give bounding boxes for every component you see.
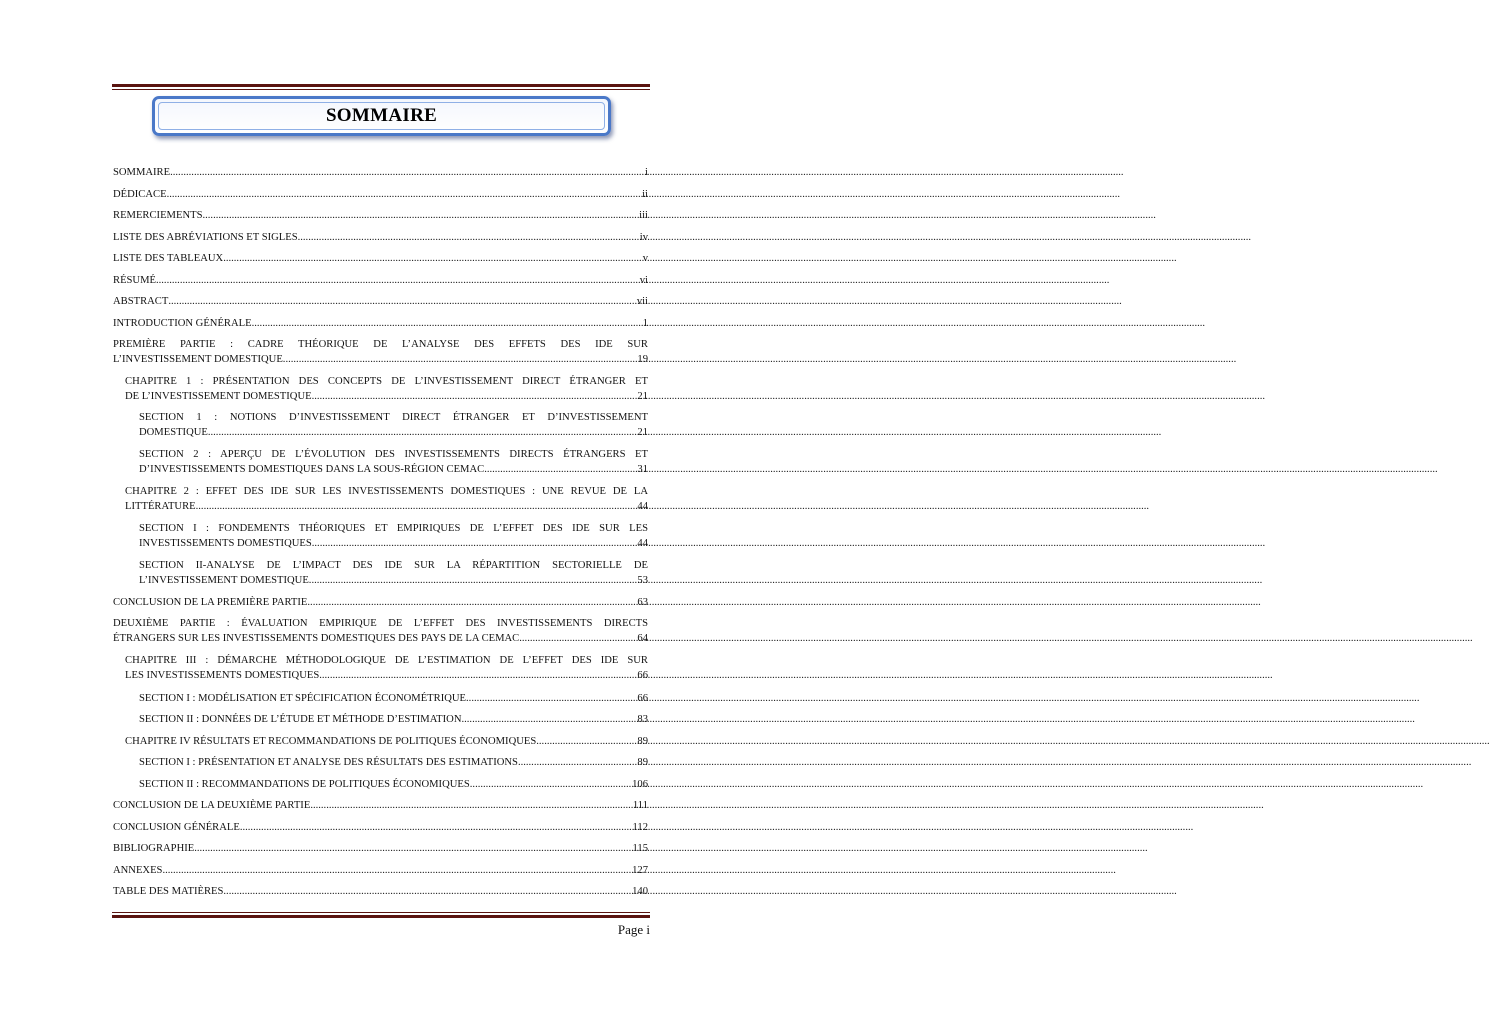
title-frame xyxy=(152,96,611,136)
toc-entry-abreviations[interactable]: LISTE DES ABRÉVIATIONS ET SIGLES ..... iv xyxy=(113,231,648,246)
toc-entry-ch3-section-1[interactable]: SECTION I : MODÉLISATION ET SPÉCIFICATION ÉCONOMÉTRIQUE ..... 66 xyxy=(139,692,648,707)
toc-entry-annexes[interactable]: ANNEXES ..... 127 xyxy=(113,864,648,879)
header-rule xyxy=(112,84,650,90)
toc-entry-ch1-section-1[interactable]: SECTION 1 : NOTIONS D’INVESTISSEMENT DIRECT ÉTRANGER ET D’INVESTISSEMENT DOMESTIQUE ..... 21 xyxy=(139,411,648,440)
toc-entry-remerciements[interactable]: REMERCIEMENTS ..... iii xyxy=(113,209,648,224)
toc-entry-table-des-matieres[interactable]: TABLE DES MATIÈRES ..... 140 xyxy=(113,885,648,900)
toc-entry-introduction[interactable]: INTRODUCTION GÉNÉRALE ..... 1 xyxy=(113,317,648,332)
toc-entry-conclusion-premiere[interactable]: CONCLUSION DE LA PREMIÈRE PARTIE ..... 63 xyxy=(113,596,648,611)
toc-entry-ch1-section-2[interactable]: SECTION 2 : APERÇU DE L’ÉVOLUTION DES INVESTISSEMENTS DIRECTS ÉTRANGERS ET D’INVESTISSEMENTS DOMESTIQUES DANS LA SOUS-RÉGION CEMAC ..... 31 xyxy=(139,448,648,477)
toc-entry-conclusion-deuxieme[interactable]: CONCLUSION DE LA DEUXIÈME PARTIE ..... 111 xyxy=(113,799,648,814)
toc-entry-ch4-section-1[interactable]: SECTION I : PRÉSENTATION ET ANALYSE DES RÉSULTATS DES ESTIMATIONS ..... 89 xyxy=(139,756,648,771)
toc-entry-chapitre-2[interactable]: CHAPITRE 2 : EFFET DES IDE SUR LES INVESTISSEMENTS DOMESTIQUES : UNE REVUE DE LA LITTÉRATURE ..... 44 xyxy=(125,485,648,514)
footer-rule xyxy=(112,912,650,918)
toc-entry-chapitre-3[interactable]: CHAPITRE III : DÉMARCHE MÉTHODOLOGIQUE DE L’ESTIMATION DE L’EFFET DES IDE SUR LES INVESTISSEMENTS DOMESTIQUES ..... 66 xyxy=(125,654,648,683)
toc-entry-tableaux[interactable]: LISTE DES TABLEAUX ..... v xyxy=(113,252,648,267)
toc-entry-chapitre-4[interactable]: CHAPITRE IV RÉSULTATS ET RECOMMANDATIONS DE POLITIQUES ÉCONOMIQUES ..... 89 xyxy=(125,735,648,750)
toc-entry-dedicace[interactable]: DÉDICACE ..... ii xyxy=(113,188,648,203)
toc-entry-deuxieme-partie[interactable]: DEUXIÈME PARTIE : ÉVALUATION EMPIRIQUE DE L’EFFET DES INVESTISSEMENTS DIRECTS ÉTRANGERS SUR LES INVESTISSEMENTS DOMESTIQUES DES PAYS DE LA CEMAC ..... 64 xyxy=(113,617,648,646)
toc-entry-ch2-section-1[interactable]: SECTION I : FONDEMENTS THÉORIQUES ET EMPIRIQUES DE L’EFFET DES IDE SUR LES INVESTISSEMENTS DOMESTIQUES ..... 44 xyxy=(139,522,648,551)
page-number: Page i xyxy=(617,922,650,937)
toc-entry-chapitre-1[interactable]: CHAPITRE 1 : PRÉSENTATION DES CONCEPTS DE L’INVESTISSEMENT DIRECT ÉTRANGER ET DE L’INVESTISSEMENT DOMESTIQUE ..... 21 xyxy=(125,375,648,404)
toc-entry-abstract[interactable]: ABSTRACT ..... vii xyxy=(113,295,648,310)
toc-entry-conclusion-generale[interactable]: CONCLUSION GÉNÉRALE ..... 112 xyxy=(113,821,648,836)
toc-entry-premiere-partie[interactable]: PREMIÈRE PARTIE : CADRE THÉORIQUE DE L’ANALYSE DES EFFETS DES IDE SUR L’INVESTISSEMENT DOMESTIQUE ..... 19 xyxy=(113,338,648,367)
toc-entry-resume[interactable]: RÉSUMÉ ..... vi xyxy=(113,274,648,289)
toc-entry-ch4-section-2[interactable]: SECTION II : RECOMMANDATIONS DE POLITIQUES ÉCONOMIQUES ..... 106 xyxy=(139,778,648,793)
toc-entry-ch3-section-2[interactable]: SECTION II : DONNÉES DE L’ÉTUDE ET MÉTHODE D’ESTIMATION ..... 83 xyxy=(139,713,648,728)
toc-entry-sommaire[interactable]: SOMMAIRE ..... i xyxy=(113,166,648,181)
page-title: SOMMAIRE xyxy=(325,105,438,126)
toc-entry-ch2-section-2[interactable]: SECTION II-ANALYSE DE L’IMPACT DES IDE SUR LA RÉPARTITION SECTORIELLE DE L’INVESTISSEMENT DOMESTIQUE ..... 53 xyxy=(139,559,648,588)
toc-entry-bibliographie[interactable]: BIBLIOGRAPHIE ..... 115 xyxy=(113,842,648,857)
